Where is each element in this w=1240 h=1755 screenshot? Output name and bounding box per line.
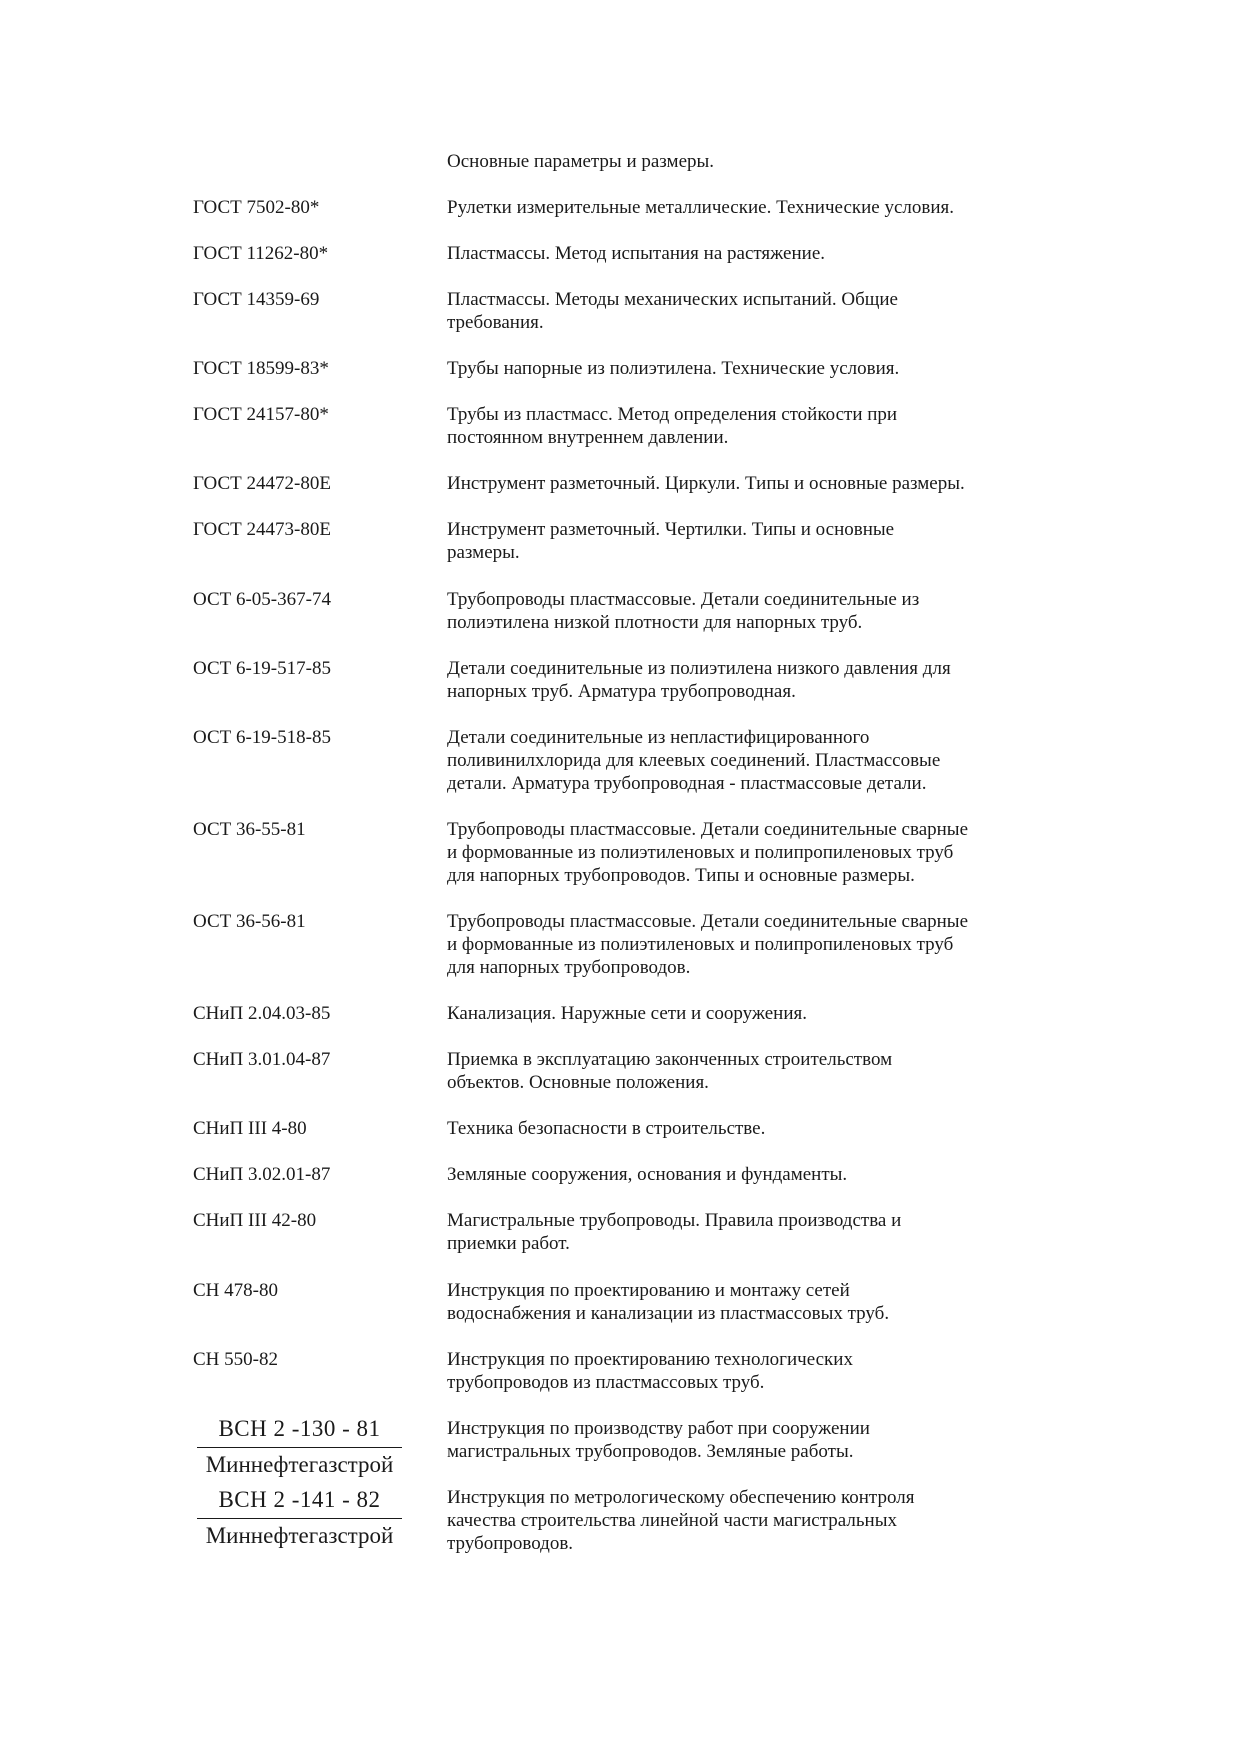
- standard-description: Земляные сооружения, основания и фундаменты.: [447, 1164, 848, 1185]
- standard-code: ГОСТ 14359-69: [193, 289, 320, 310]
- fraction-divider: [197, 1447, 402, 1448]
- standard-code-fraction: [193, 1484, 406, 1552]
- standard-code: СНиП III 42-80: [193, 1210, 317, 1231]
- standard-description: Трубы напорные из полиэтилена. Технические условия.: [447, 358, 900, 379]
- standard-code: СНиП 3.02.01-87: [193, 1164, 331, 1185]
- standard-code: ОСТ 6-19-517-85: [193, 658, 331, 679]
- standard-description: Приемка в эксплуатацию законченных строительством объектов. Основные положения.: [447, 1049, 893, 1093]
- fraction-numerator: ВСН 2 -130 - 81: [218, 1416, 381, 1441]
- standard-code: СН 550-82: [193, 1349, 278, 1370]
- standard-code: ГОСТ 24473-80Е: [193, 519, 331, 540]
- fraction-denominator: Миннефтегазстрой: [205, 1523, 394, 1548]
- standard-description: Инструкция по производству работ при сооружении магистральных трубопроводов. Земляные работы.: [447, 1418, 870, 1462]
- standard-description: Пластмассы. Метод испытания на растяжение.: [447, 243, 825, 264]
- standard-description: Техника безопасности в строительстве.: [447, 1118, 766, 1139]
- standard-code: СН 478-80: [193, 1280, 278, 1301]
- standard-description: Трубы из пластмасс. Метод определения стойкости при постоянном внутреннем давлении.: [447, 404, 898, 448]
- standard-code: ОСТ 36-56-81: [193, 911, 306, 932]
- standard-description: Трубопроводы пластмассовые. Детали соединительные сварные и формованные из полиэтиленовых и полипропиленовых труб для напорных трубопроводов. Типы и основные размеры.: [447, 819, 969, 886]
- standard-code: ОСТ 6-19-518-85: [193, 727, 331, 748]
- standard-description: Инструкция по проектированию технологических трубопроводов из пластмассовых труб.: [447, 1349, 853, 1393]
- standard-code: СНиП III 4-80: [193, 1118, 307, 1139]
- standard-description: Пластмассы. Методы механических испытаний. Общие требования.: [447, 289, 898, 333]
- standard-code-fraction: [193, 1413, 406, 1481]
- standard-description: Детали соединительные из полиэтилена низкого давления для напорных труб. Арматура трубопроводная.: [447, 658, 951, 702]
- standard-description: Канализация. Наружные сети и сооружения.: [447, 1003, 807, 1024]
- standard-code: СНиП 3.01.04-87: [193, 1049, 331, 1070]
- standard-code: ГОСТ 18599-83*: [193, 358, 329, 379]
- standard-description: Инструмент разметочный. Циркули. Типы и основные размеры.: [447, 473, 965, 494]
- standard-code: ГОСТ 24157-80*: [193, 404, 329, 425]
- standard-description: Инструмент разметочный. Чертилки. Типы и основные размеры.: [447, 519, 895, 563]
- standard-description: Рулетки измерительные металлические. Технические условия.: [447, 197, 954, 218]
- standard-code: ГОСТ 11262-80*: [193, 243, 329, 264]
- standard-description: Магистральные трубопроводы. Правила производства и приемки работ.: [447, 1210, 902, 1254]
- standard-code: ГОСТ 24472-80Е: [193, 473, 331, 494]
- fraction-denominator: Миннефтегазстрой: [205, 1452, 394, 1477]
- standard-description: Инструкция по проектированию и монтажу сетей водоснабжения и канализации из пластмассовых труб.: [447, 1280, 890, 1324]
- standard-description: Основные параметры и размеры.: [447, 151, 715, 172]
- standard-description: Детали соединительные из непластифицированного поливинилхлорида для клеевых соединений. Пластмассовые детали. Арматура трубопроводная - пластмассовые детали.: [447, 727, 941, 794]
- fraction-divider: [197, 1518, 402, 1519]
- standard-description: Инструкция по метрологическому обеспечению контроля качества строительства линейной части магистральных трубопроводов.: [447, 1487, 915, 1554]
- standard-code: ГОСТ 7502-80*: [193, 197, 320, 218]
- fraction-numerator: ВСН 2 -141 - 82: [218, 1487, 381, 1512]
- standard-description: Трубопроводы пластмассовые. Детали соединительные сварные и формованные из полиэтиленовых и полипропиленовых труб для напорных трубопроводов.: [447, 911, 969, 978]
- standard-code: ОСТ 36-55-81: [193, 819, 306, 840]
- standard-code: СНиП 2.04.03-85: [193, 1003, 331, 1024]
- standard-code: ОСТ 6-05-367-74: [193, 589, 331, 610]
- standard-description: Трубопроводы пластмассовые. Детали соединительные из полиэтилена низкой плотности для напорных труб.: [447, 589, 920, 633]
